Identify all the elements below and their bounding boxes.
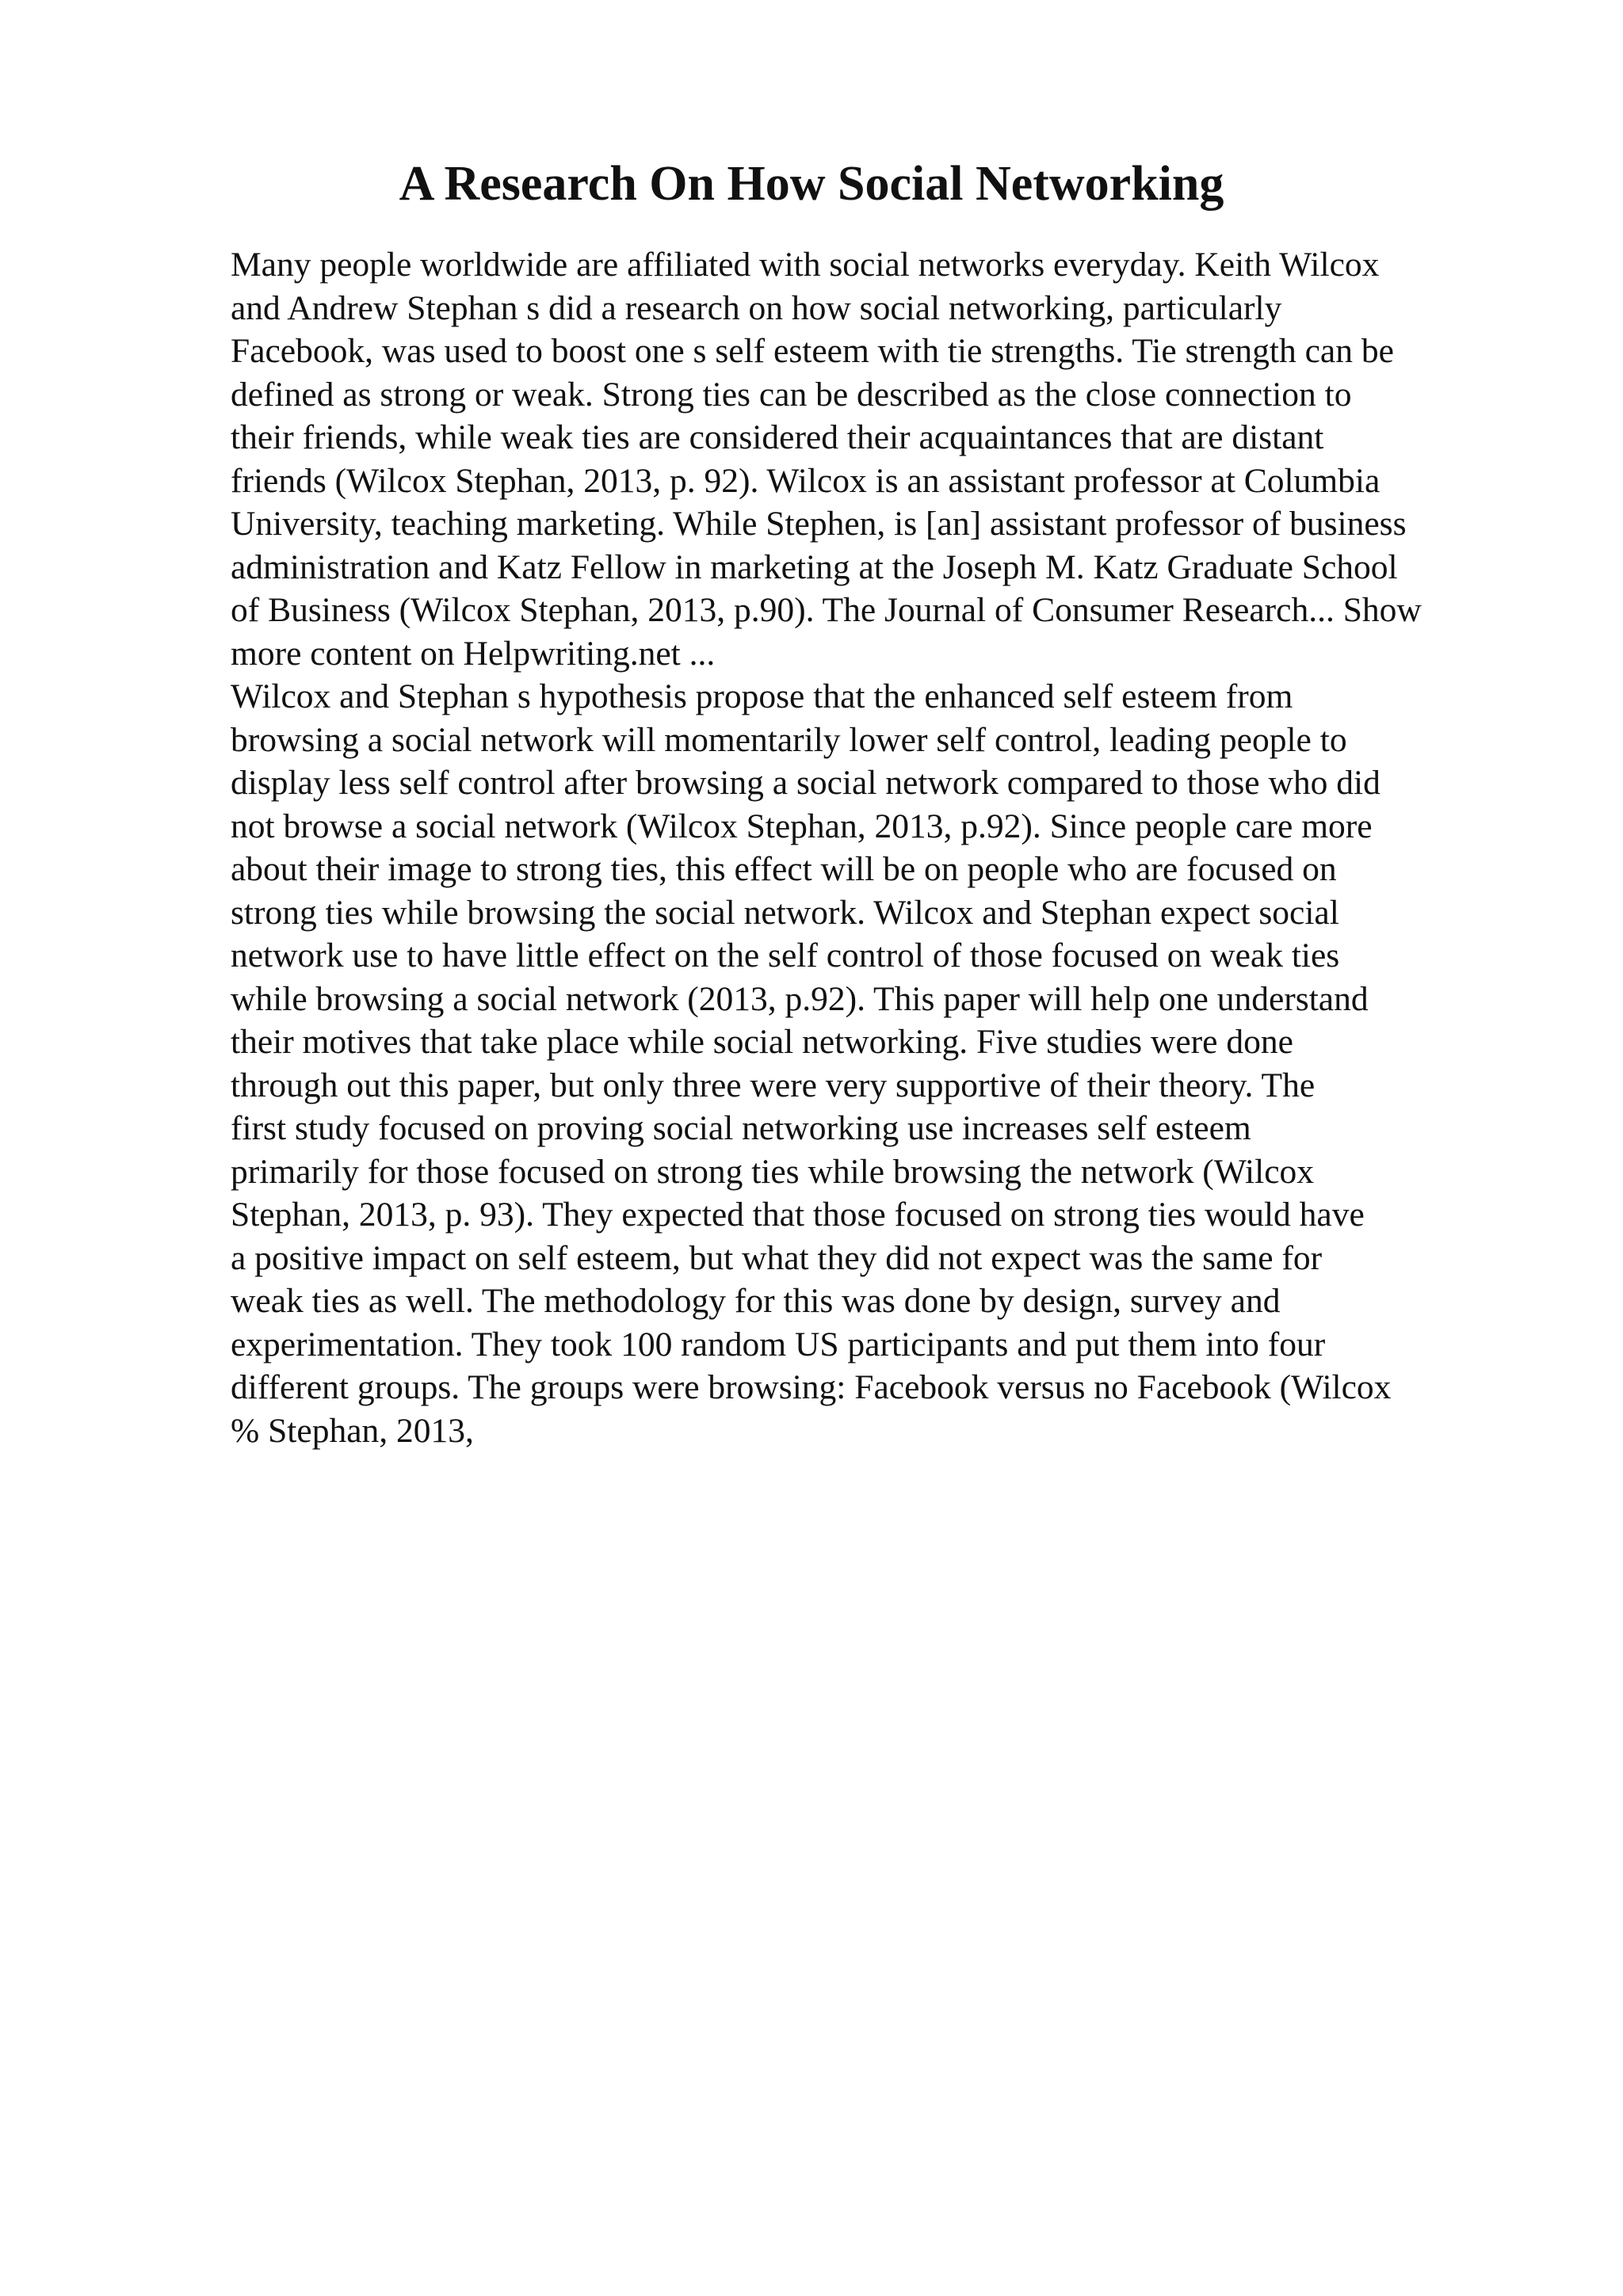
text-line: Facebook, was used to boost one s self esteem with tie strengths. Tie strength can be bbox=[231, 332, 1394, 370]
text-line: administration and Katz Fellow in marketing at the Joseph M. Katz Graduate School bbox=[231, 547, 1398, 586]
text-line: more content on Helpwriting.net ... bbox=[231, 634, 716, 673]
text-line: primarily for those focused on strong ties while browsing the network (Wilcox bbox=[231, 1152, 1315, 1191]
text-line: of Business (Wilcox Stephan, 2013, p.90). The Journal of Consumer Research... Show bbox=[231, 591, 1422, 629]
text-line: display less self control after browsing a social network compared to those who did bbox=[231, 764, 1381, 802]
text-line: their motives that take place while social networking. Five studies were done bbox=[231, 1023, 1293, 1061]
text-line: Stephan, 2013, p. 93). They expected that those focused on strong ties would have bbox=[231, 1196, 1365, 1234]
text-line: strong ties while browsing the social network. Wilcox and Stephan expect social bbox=[231, 893, 1339, 932]
text-line: friends (Wilcox Stephan, 2013, p. 92). Wilcox is an assistant professor at Columbia bbox=[231, 461, 1381, 500]
text-line: different groups. The groups were browsing: Facebook versus no Facebook (Wilcox bbox=[231, 1368, 1392, 1406]
text-line: a positive impact on self esteem, but what they did not expect was the same for bbox=[231, 1238, 1323, 1277]
text-line: network use to have little effect on the self control of those focused on weak ties bbox=[231, 936, 1340, 974]
text-line: and Andrew Stephan s did a research on how social networking, particularly bbox=[231, 288, 1282, 327]
body-text bbox=[231, 243, 1530, 1452]
text-line: while browsing a social network (2013, p.92). This paper will help one understand bbox=[231, 979, 1369, 1018]
document-title: A Research On How Social Networking bbox=[399, 157, 1224, 211]
text-line: Wilcox and Stephan s hypothesis propose that the enhanced self esteem from bbox=[231, 677, 1293, 715]
text-line: University, teaching marketing. While Stephen, is [an] assistant professor of business bbox=[231, 505, 1407, 543]
text-line: about their image to strong ties, this effect will be on people who are focused on bbox=[231, 850, 1337, 888]
text-line: % Stephan, 2013, bbox=[231, 1411, 474, 1450]
text-line: first study focused on proving social networking use increases self esteem bbox=[231, 1109, 1251, 1147]
text-line: browsing a social network will momentarily lower self control, leading people to bbox=[231, 720, 1347, 759]
text-line: their friends, while weak ties are considered their acquaintances that are distant bbox=[231, 418, 1324, 456]
text-line: not browse a social network (Wilcox Stephan, 2013, p.92). Since people care more bbox=[231, 807, 1373, 845]
text-line: experimentation. They took 100 random US participants and put them into four bbox=[231, 1325, 1326, 1363]
text-line: through out this paper, but only three were very supportive of their theory. The bbox=[231, 1066, 1316, 1104]
text-line: defined as strong or weak. Strong ties can be described as the close connection to bbox=[231, 375, 1352, 414]
text-line: weak ties as well. The methodology for this was done by design, survey and bbox=[231, 1282, 1281, 1320]
text-line: Many people worldwide are affiliated with social networks everyday. Keith Wilcox bbox=[231, 246, 1380, 284]
